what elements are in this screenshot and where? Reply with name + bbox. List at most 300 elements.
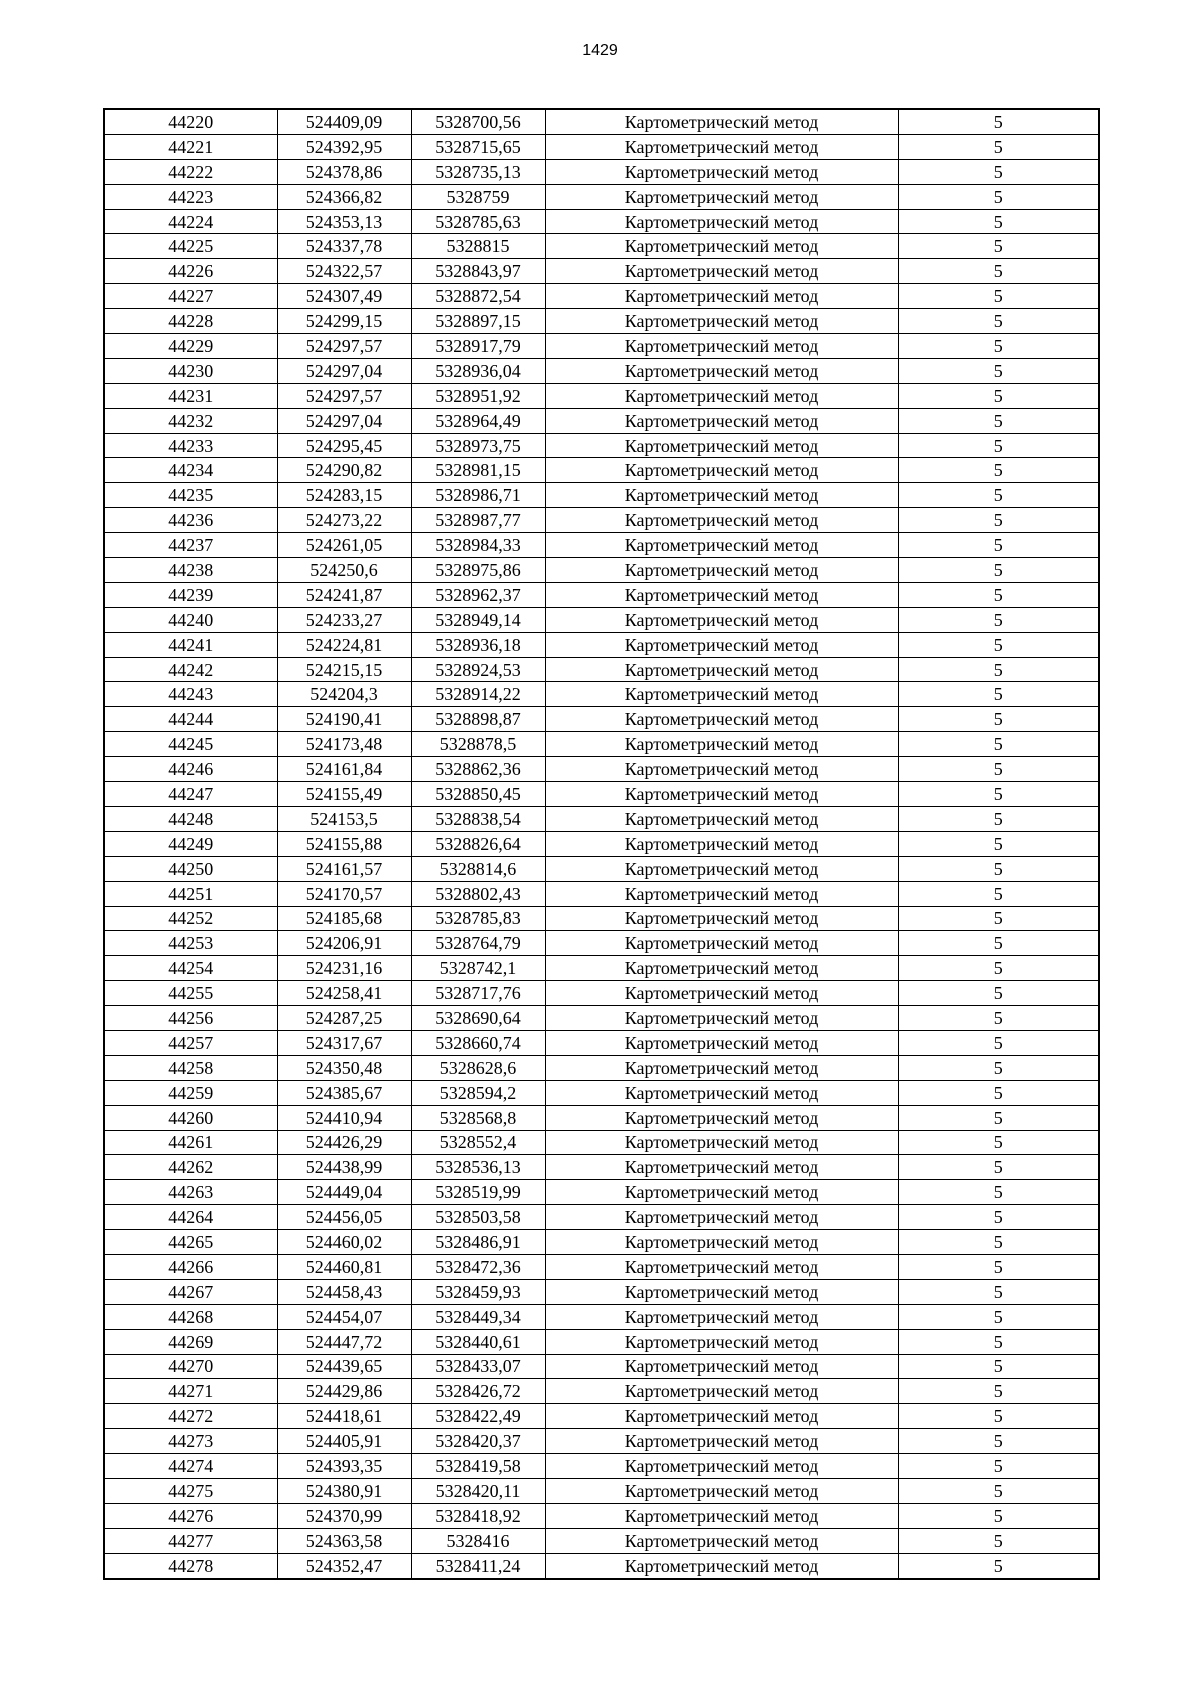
table-row [104, 757, 1099, 782]
point-number-cell: 44232 [104, 408, 277, 433]
point-number-cell: 44261 [104, 1130, 277, 1155]
method-cell: Картометрический метод [545, 707, 898, 732]
table-row [104, 259, 1099, 284]
x-coordinate-cell: 524297,04 [277, 408, 411, 433]
method-cell: Картометрический метод [545, 981, 898, 1006]
y-coordinate-cell: 5328660,74 [411, 1030, 545, 1055]
y-coordinate-cell: 5328411,24 [411, 1553, 545, 1578]
y-coordinate-cell: 5328628,6 [411, 1055, 545, 1080]
y-coordinate-cell: 5328420,37 [411, 1429, 545, 1454]
x-coordinate-cell: 524173,48 [277, 732, 411, 757]
y-coordinate-cell: 5328700,56 [411, 109, 545, 134]
y-coordinate-cell: 5328986,71 [411, 483, 545, 508]
accuracy-cell: 5 [898, 831, 1099, 856]
point-number-cell: 44246 [104, 757, 277, 782]
table-row [104, 956, 1099, 981]
table-row [104, 1105, 1099, 1130]
method-cell: Картометрический метод [545, 732, 898, 757]
x-coordinate-cell: 524261,05 [277, 533, 411, 558]
method-cell: Картометрический метод [545, 483, 898, 508]
x-coordinate-cell: 524385,67 [277, 1080, 411, 1105]
y-coordinate-cell: 5328897,15 [411, 309, 545, 334]
point-number-cell: 44271 [104, 1379, 277, 1404]
point-number-cell: 44254 [104, 956, 277, 981]
page-number: 1429 [582, 42, 618, 59]
method-cell: Картометрический метод [545, 533, 898, 558]
x-coordinate-cell: 524307,49 [277, 284, 411, 309]
accuracy-cell: 5 [898, 1304, 1099, 1329]
accuracy-cell: 5 [898, 981, 1099, 1006]
point-number-cell: 44243 [104, 682, 277, 707]
accuracy-cell: 5 [898, 558, 1099, 583]
table-row [104, 408, 1099, 433]
y-coordinate-cell: 5328862,36 [411, 757, 545, 782]
accuracy-cell: 5 [898, 732, 1099, 757]
accuracy-cell: 5 [898, 159, 1099, 184]
point-number-cell: 44236 [104, 508, 277, 533]
method-cell: Картометрический метод [545, 1478, 898, 1503]
y-coordinate-cell: 5328815 [411, 234, 545, 259]
accuracy-cell: 5 [898, 856, 1099, 881]
method-cell: Картометрический метод [545, 956, 898, 981]
method-cell: Картометрический метод [545, 1254, 898, 1279]
accuracy-cell: 5 [898, 508, 1099, 533]
method-cell: Картометрический метод [545, 1528, 898, 1553]
table-row [104, 831, 1099, 856]
accuracy-cell: 5 [898, 1155, 1099, 1180]
accuracy-cell: 5 [898, 1055, 1099, 1080]
table-row [104, 1130, 1099, 1155]
y-coordinate-cell: 5328418,92 [411, 1503, 545, 1528]
y-coordinate-cell: 5328984,33 [411, 533, 545, 558]
point-number-cell: 44257 [104, 1030, 277, 1055]
x-coordinate-cell: 524204,3 [277, 682, 411, 707]
point-number-cell: 44231 [104, 383, 277, 408]
accuracy-cell: 5 [898, 309, 1099, 334]
point-number-cell: 44264 [104, 1205, 277, 1230]
table-row [104, 234, 1099, 259]
point-number-cell: 44250 [104, 856, 277, 881]
y-coordinate-cell: 5328914,22 [411, 682, 545, 707]
method-cell: Картометрический метод [545, 1130, 898, 1155]
table-row [104, 1503, 1099, 1528]
x-coordinate-cell: 524456,05 [277, 1205, 411, 1230]
point-number-cell: 44253 [104, 931, 277, 956]
method-cell: Картометрический метод [545, 1429, 898, 1454]
point-number-cell: 44252 [104, 906, 277, 931]
point-number-cell: 44244 [104, 707, 277, 732]
x-coordinate-cell: 524405,91 [277, 1429, 411, 1454]
accuracy-cell: 5 [898, 1379, 1099, 1404]
y-coordinate-cell: 5328878,5 [411, 732, 545, 757]
point-number-cell: 44270 [104, 1354, 277, 1379]
table-row [104, 1205, 1099, 1230]
table-row [104, 582, 1099, 607]
accuracy-cell: 5 [898, 209, 1099, 234]
method-cell: Картометрический метод [545, 1503, 898, 1528]
method-cell: Картометрический метод [545, 632, 898, 657]
x-coordinate-cell: 524283,15 [277, 483, 411, 508]
table-row [104, 533, 1099, 558]
accuracy-cell: 5 [898, 632, 1099, 657]
accuracy-cell: 5 [898, 1230, 1099, 1255]
accuracy-cell: 5 [898, 682, 1099, 707]
accuracy-cell: 5 [898, 881, 1099, 906]
point-number-cell: 44278 [104, 1553, 277, 1578]
method-cell: Картометрический метод [545, 906, 898, 931]
method-cell: Картометрический метод [545, 184, 898, 209]
x-coordinate-cell: 524250,6 [277, 558, 411, 583]
method-cell: Картометрический метод [545, 1404, 898, 1429]
point-number-cell: 44239 [104, 582, 277, 607]
point-number-cell: 44225 [104, 234, 277, 259]
method-cell: Картометрический метод [545, 358, 898, 383]
method-cell: Картометрический метод [545, 408, 898, 433]
method-cell: Картометрический метод [545, 1205, 898, 1230]
table-row [104, 981, 1099, 1006]
y-coordinate-cell: 5328449,34 [411, 1304, 545, 1329]
accuracy-cell: 5 [898, 1528, 1099, 1553]
y-coordinate-cell: 5328962,37 [411, 582, 545, 607]
x-coordinate-cell: 524161,57 [277, 856, 411, 881]
method-cell: Картометрический метод [545, 234, 898, 259]
accuracy-cell: 5 [898, 1503, 1099, 1528]
y-coordinate-cell: 5328426,72 [411, 1379, 545, 1404]
accuracy-cell: 5 [898, 184, 1099, 209]
x-coordinate-cell: 524258,41 [277, 981, 411, 1006]
method-cell: Картометрический метод [545, 1454, 898, 1479]
method-cell: Картометрический метод [545, 1105, 898, 1130]
x-coordinate-cell: 524297,57 [277, 383, 411, 408]
point-number-cell: 44255 [104, 981, 277, 1006]
y-coordinate-cell: 5328568,8 [411, 1105, 545, 1130]
table-row [104, 284, 1099, 309]
table-row [104, 383, 1099, 408]
y-coordinate-cell: 5328519,99 [411, 1180, 545, 1205]
table-row [104, 1230, 1099, 1255]
method-cell: Картометрический метод [545, 1030, 898, 1055]
method-cell: Картометрический метод [545, 558, 898, 583]
y-coordinate-cell: 5328936,04 [411, 358, 545, 383]
x-coordinate-cell: 524353,13 [277, 209, 411, 234]
y-coordinate-cell: 5328987,77 [411, 508, 545, 533]
accuracy-cell: 5 [898, 1254, 1099, 1279]
x-coordinate-cell: 524393,35 [277, 1454, 411, 1479]
table-row [104, 134, 1099, 159]
y-coordinate-cell: 5328814,6 [411, 856, 545, 881]
point-number-cell: 44230 [104, 358, 277, 383]
accuracy-cell: 5 [898, 1404, 1099, 1429]
y-coordinate-cell: 5328440,61 [411, 1329, 545, 1354]
x-coordinate-cell: 524185,68 [277, 906, 411, 931]
y-coordinate-cell: 5328898,87 [411, 707, 545, 732]
x-coordinate-cell: 524352,47 [277, 1553, 411, 1578]
accuracy-cell: 5 [898, 782, 1099, 807]
point-number-cell: 44260 [104, 1105, 277, 1130]
point-number-cell: 44274 [104, 1454, 277, 1479]
point-number-cell: 44228 [104, 309, 277, 334]
x-coordinate-cell: 524241,87 [277, 582, 411, 607]
y-coordinate-cell: 5328802,43 [411, 881, 545, 906]
y-coordinate-cell: 5328973,75 [411, 433, 545, 458]
table-row [104, 1329, 1099, 1354]
x-coordinate-cell: 524460,81 [277, 1254, 411, 1279]
table-row [104, 657, 1099, 682]
table-row [104, 1080, 1099, 1105]
accuracy-cell: 5 [898, 458, 1099, 483]
method-cell: Картометрический метод [545, 1080, 898, 1105]
x-coordinate-cell: 524161,84 [277, 757, 411, 782]
table-row [104, 508, 1099, 533]
y-coordinate-cell: 5328981,15 [411, 458, 545, 483]
x-coordinate-cell: 524206,91 [277, 931, 411, 956]
accuracy-cell: 5 [898, 234, 1099, 259]
point-number-cell: 44267 [104, 1279, 277, 1304]
x-coordinate-cell: 524215,15 [277, 657, 411, 682]
y-coordinate-cell: 5328422,49 [411, 1404, 545, 1429]
point-number-cell: 44220 [104, 109, 277, 134]
table-row [104, 1354, 1099, 1379]
point-number-cell: 44226 [104, 259, 277, 284]
table-row [104, 1254, 1099, 1279]
y-coordinate-cell: 5328419,58 [411, 1454, 545, 1479]
table-row [104, 856, 1099, 881]
point-number-cell: 44222 [104, 159, 277, 184]
accuracy-cell: 5 [898, 109, 1099, 134]
accuracy-cell: 5 [898, 134, 1099, 159]
y-coordinate-cell: 5328742,1 [411, 956, 545, 981]
accuracy-cell: 5 [898, 1478, 1099, 1503]
point-number-cell: 44241 [104, 632, 277, 657]
point-number-cell: 44262 [104, 1155, 277, 1180]
accuracy-cell: 5 [898, 607, 1099, 632]
x-coordinate-cell: 524170,57 [277, 881, 411, 906]
method-cell: Картометрический метод [545, 1329, 898, 1354]
point-number-cell: 44247 [104, 782, 277, 807]
y-coordinate-cell: 5328715,65 [411, 134, 545, 159]
point-number-cell: 44240 [104, 607, 277, 632]
point-number-cell: 44258 [104, 1055, 277, 1080]
accuracy-cell: 5 [898, 1006, 1099, 1031]
accuracy-cell: 5 [898, 1279, 1099, 1304]
method-cell: Картометрический метод [545, 334, 898, 359]
accuracy-cell: 5 [898, 757, 1099, 782]
method-cell: Картометрический метод [545, 1379, 898, 1404]
table-row [104, 632, 1099, 657]
accuracy-cell: 5 [898, 956, 1099, 981]
point-number-cell: 44277 [104, 1528, 277, 1553]
x-coordinate-cell: 524233,27 [277, 607, 411, 632]
table-row [104, 309, 1099, 334]
accuracy-cell: 5 [898, 1180, 1099, 1205]
x-coordinate-cell: 524460,02 [277, 1230, 411, 1255]
method-cell: Картометрический метод [545, 1155, 898, 1180]
y-coordinate-cell: 5328459,93 [411, 1279, 545, 1304]
point-number-cell: 44265 [104, 1230, 277, 1255]
y-coordinate-cell: 5328735,13 [411, 159, 545, 184]
table-row [104, 433, 1099, 458]
table-row [104, 906, 1099, 931]
y-coordinate-cell: 5328838,54 [411, 806, 545, 831]
point-number-cell: 44233 [104, 433, 277, 458]
accuracy-cell: 5 [898, 931, 1099, 956]
table-row [104, 1055, 1099, 1080]
accuracy-cell: 5 [898, 1130, 1099, 1155]
y-coordinate-cell: 5328486,91 [411, 1230, 545, 1255]
y-coordinate-cell: 5328433,07 [411, 1354, 545, 1379]
method-cell: Картометрический метод [545, 458, 898, 483]
method-cell: Картометрический метод [545, 1006, 898, 1031]
y-coordinate-cell: 5328964,49 [411, 408, 545, 433]
accuracy-cell: 5 [898, 284, 1099, 309]
y-coordinate-cell: 5328536,13 [411, 1155, 545, 1180]
x-coordinate-cell: 524273,22 [277, 508, 411, 533]
y-coordinate-cell: 5328917,79 [411, 334, 545, 359]
point-number-cell: 44272 [104, 1404, 277, 1429]
y-coordinate-cell: 5328872,54 [411, 284, 545, 309]
x-coordinate-cell: 524287,25 [277, 1006, 411, 1031]
x-coordinate-cell: 524363,58 [277, 1528, 411, 1553]
x-coordinate-cell: 524458,43 [277, 1279, 411, 1304]
accuracy-cell: 5 [898, 1080, 1099, 1105]
method-cell: Картометрический метод [545, 1354, 898, 1379]
y-coordinate-cell: 5328717,76 [411, 981, 545, 1006]
accuracy-cell: 5 [898, 334, 1099, 359]
table-row [104, 1404, 1099, 1429]
accuracy-cell: 5 [898, 533, 1099, 558]
point-number-cell: 44266 [104, 1254, 277, 1279]
table-row [104, 1304, 1099, 1329]
x-coordinate-cell: 524449,04 [277, 1180, 411, 1205]
point-number-cell: 44238 [104, 558, 277, 583]
y-coordinate-cell: 5328420,11 [411, 1478, 545, 1503]
accuracy-cell: 5 [898, 259, 1099, 284]
x-coordinate-cell: 524392,95 [277, 134, 411, 159]
method-cell: Картометрический метод [545, 433, 898, 458]
point-number-cell: 44234 [104, 458, 277, 483]
table-row [104, 358, 1099, 383]
y-coordinate-cell: 5328416 [411, 1528, 545, 1553]
point-number-cell: 44273 [104, 1429, 277, 1454]
accuracy-cell: 5 [898, 1205, 1099, 1230]
accuracy-cell: 5 [898, 1553, 1099, 1578]
x-coordinate-cell: 524409,09 [277, 109, 411, 134]
point-number-cell: 44223 [104, 184, 277, 209]
x-coordinate-cell: 524224,81 [277, 632, 411, 657]
method-cell: Картометрический метод [545, 806, 898, 831]
y-coordinate-cell: 5328843,97 [411, 259, 545, 284]
point-number-cell: 44256 [104, 1006, 277, 1031]
point-number-cell: 44237 [104, 533, 277, 558]
table-row [104, 558, 1099, 583]
point-number-cell: 44268 [104, 1304, 277, 1329]
table-row [104, 1030, 1099, 1055]
point-number-cell: 44259 [104, 1080, 277, 1105]
x-coordinate-cell: 524410,94 [277, 1105, 411, 1130]
table-row [104, 1379, 1099, 1404]
y-coordinate-cell: 5328503,58 [411, 1205, 545, 1230]
method-cell: Картометрический метод [545, 309, 898, 334]
table-row [104, 806, 1099, 831]
accuracy-cell: 5 [898, 383, 1099, 408]
table-row [104, 184, 1099, 209]
table-row [104, 109, 1099, 134]
point-number-cell: 44245 [104, 732, 277, 757]
point-number-cell: 44276 [104, 1503, 277, 1528]
accuracy-cell: 5 [898, 657, 1099, 682]
x-coordinate-cell: 524366,82 [277, 184, 411, 209]
x-coordinate-cell: 524438,99 [277, 1155, 411, 1180]
table-row [104, 881, 1099, 906]
x-coordinate-cell: 524337,78 [277, 234, 411, 259]
accuracy-cell: 5 [898, 1454, 1099, 1479]
method-cell: Картометрический метод [545, 1279, 898, 1304]
x-coordinate-cell: 524155,49 [277, 782, 411, 807]
method-cell: Картометрический метод [545, 582, 898, 607]
x-coordinate-cell: 524426,29 [277, 1130, 411, 1155]
table-row [104, 209, 1099, 234]
point-number-cell: 44221 [104, 134, 277, 159]
point-number-cell: 44269 [104, 1329, 277, 1354]
method-cell: Картометрический метод [545, 209, 898, 234]
point-number-cell: 44263 [104, 1180, 277, 1205]
x-coordinate-cell: 524454,07 [277, 1304, 411, 1329]
x-coordinate-cell: 524155,88 [277, 831, 411, 856]
table-row [104, 1528, 1099, 1553]
method-cell: Картометрический метод [545, 109, 898, 134]
y-coordinate-cell: 5328690,64 [411, 1006, 545, 1031]
accuracy-cell: 5 [898, 906, 1099, 931]
coordinates-table-body [104, 109, 1099, 1579]
x-coordinate-cell: 524418,61 [277, 1404, 411, 1429]
method-cell: Картометрический метод [545, 1055, 898, 1080]
x-coordinate-cell: 524190,41 [277, 707, 411, 732]
method-cell: Картометрический метод [545, 682, 898, 707]
table-row [104, 1553, 1099, 1578]
method-cell: Картометрический метод [545, 881, 898, 906]
table-row [104, 483, 1099, 508]
method-cell: Картометрический метод [545, 1180, 898, 1205]
y-coordinate-cell: 5328826,64 [411, 831, 545, 856]
table-row [104, 1454, 1099, 1479]
coordinates-table [103, 108, 1100, 1580]
accuracy-cell: 5 [898, 433, 1099, 458]
table-row [104, 782, 1099, 807]
y-coordinate-cell: 5328594,2 [411, 1080, 545, 1105]
table-row [104, 334, 1099, 359]
x-coordinate-cell: 524429,86 [277, 1379, 411, 1404]
x-coordinate-cell: 524290,82 [277, 458, 411, 483]
table-row [104, 682, 1099, 707]
accuracy-cell: 5 [898, 582, 1099, 607]
accuracy-cell: 5 [898, 1030, 1099, 1055]
x-coordinate-cell: 524317,67 [277, 1030, 411, 1055]
method-cell: Картометрический метод [545, 1553, 898, 1578]
y-coordinate-cell: 5328759 [411, 184, 545, 209]
table-row [104, 1279, 1099, 1304]
method-cell: Картометрический метод [545, 259, 898, 284]
point-number-cell: 44249 [104, 831, 277, 856]
point-number-cell: 44229 [104, 334, 277, 359]
y-coordinate-cell: 5328975,86 [411, 558, 545, 583]
method-cell: Картометрический метод [545, 134, 898, 159]
y-coordinate-cell: 5328785,63 [411, 209, 545, 234]
table-row [104, 1478, 1099, 1503]
method-cell: Картометрический метод [545, 1304, 898, 1329]
x-coordinate-cell: 524378,86 [277, 159, 411, 184]
x-coordinate-cell: 524153,5 [277, 806, 411, 831]
accuracy-cell: 5 [898, 1105, 1099, 1130]
